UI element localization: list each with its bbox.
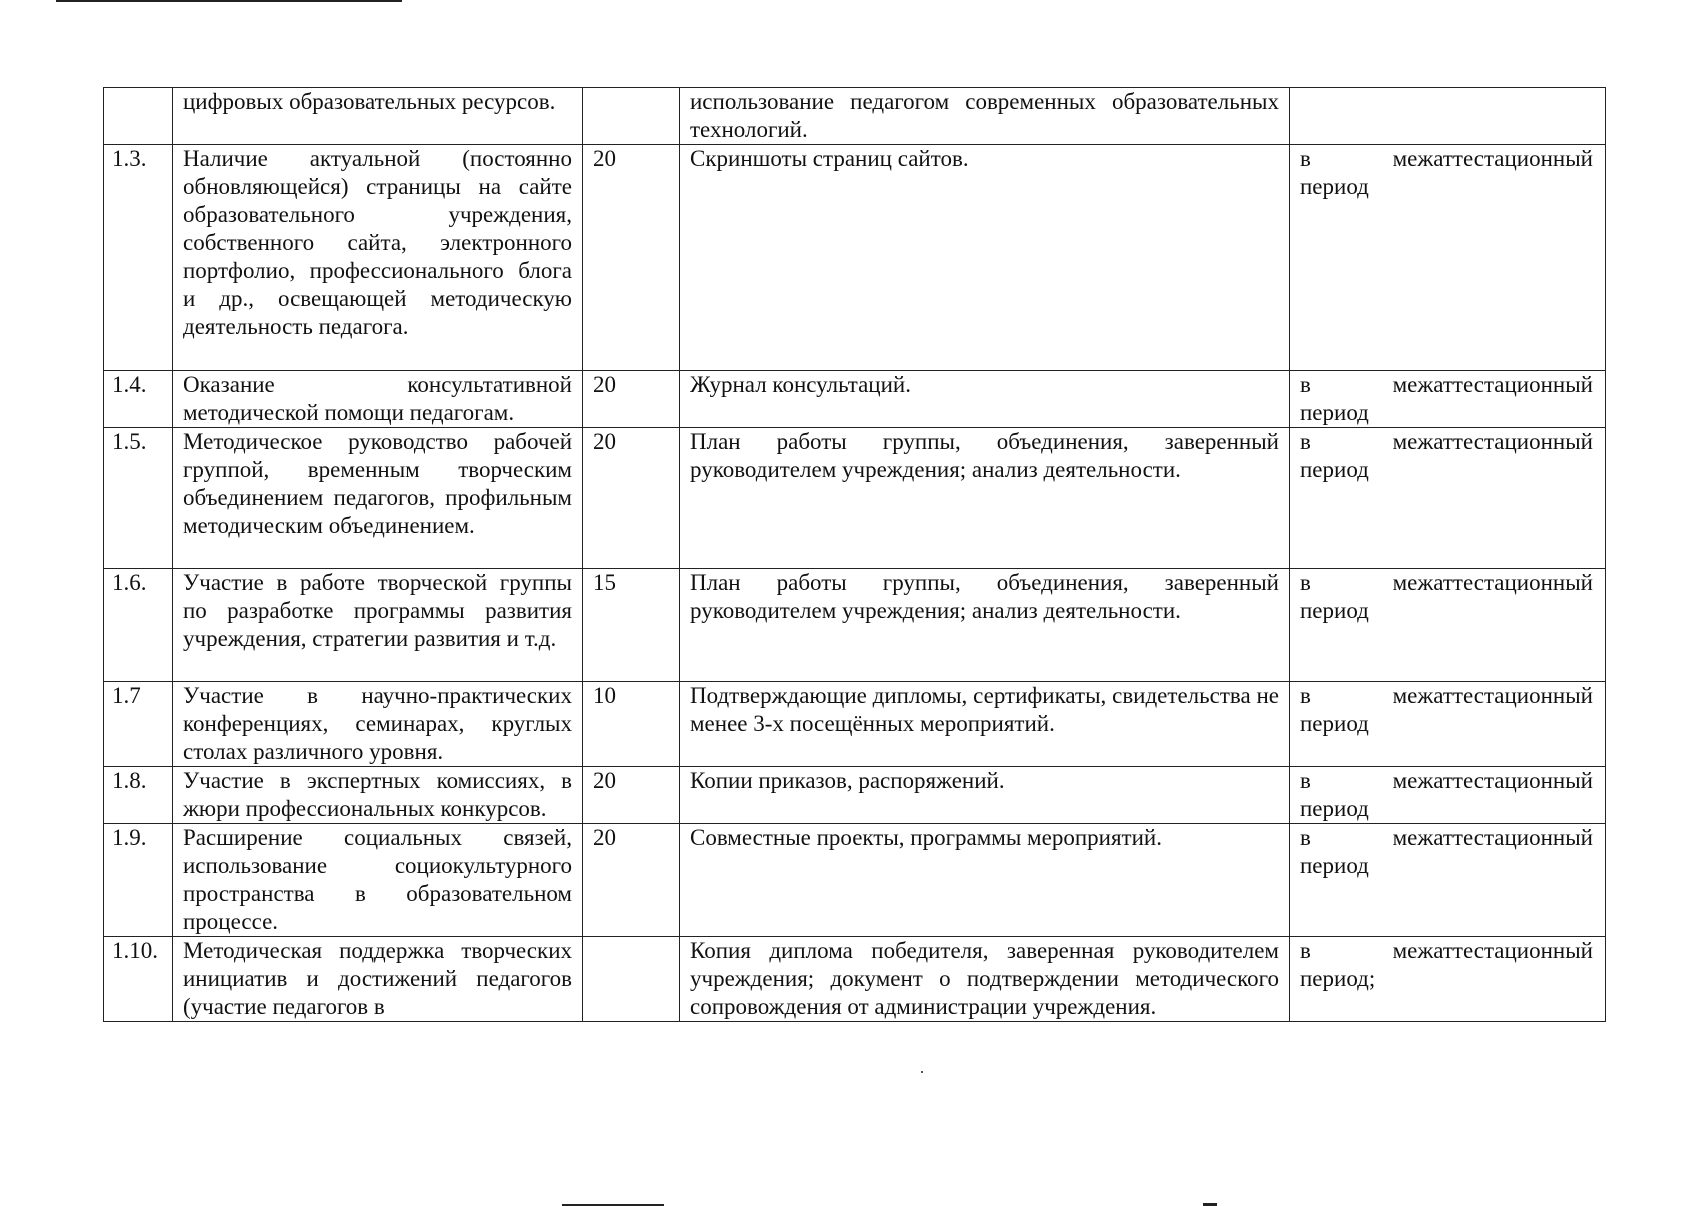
period-tail: период [1300, 711, 1369, 736]
period-word: межаттестационный [1392, 372, 1593, 397]
period-cell [1290, 371, 1606, 428]
criterion-cell: цифровых образовательных ресурсов. [173, 88, 583, 145]
evidence-cell: Скриншоты страниц сайтов. [680, 145, 1290, 371]
points-cell [583, 937, 680, 1022]
points-cell: 20 [583, 767, 680, 824]
evidence-cell: Подтверждающие дипломы, сертификаты, свидетельства не менее 3-х посещённых мероприятий. [680, 682, 1290, 767]
period-preposition: в [1300, 768, 1311, 793]
evidence-cell: Копия диплома победителя, заверенная руководителем учреждения; документ о подтверждении методического сопровождения от администрации учреждения. [680, 937, 1290, 1022]
period-tail: период [1300, 400, 1369, 425]
criterion-cell: Оказание консультативной методической помощи педагогам. [173, 371, 583, 428]
criteria-table-body [104, 88, 1606, 1022]
top-scan-line [56, 0, 402, 2]
table-row [104, 767, 1606, 824]
points-cell: 10 [583, 682, 680, 767]
row-number: 1.5. [104, 428, 173, 569]
period-word: межаттестационный [1392, 429, 1593, 454]
table-row [104, 371, 1606, 428]
row-number: 1.8. [104, 767, 173, 824]
points-cell: 20 [583, 145, 680, 371]
criterion-cell: Участие в работе творческой группы по разработке программы развития учреждения, стратегии развития и т.д. [173, 569, 583, 682]
period-tail: период [1300, 174, 1369, 199]
period-tail: период; [1300, 966, 1376, 991]
row-number: 1.3. [104, 145, 173, 371]
period-word: межаттестационный [1392, 146, 1593, 171]
period-preposition: в [1300, 372, 1311, 397]
criterion-cell: Методическое руководство рабочей группой, временным творческим объединением педагогов, профильным методическим объединением. [173, 428, 583, 569]
row-number: 1.9. [104, 824, 173, 937]
period-word: межаттестационный [1392, 570, 1593, 595]
period-tail: период [1300, 796, 1369, 821]
period-word: межаттестационный [1392, 768, 1593, 793]
period-preposition: в [1300, 825, 1311, 850]
row-number: 1.6. [104, 569, 173, 682]
points-cell: 20 [583, 428, 680, 569]
period-cell [1290, 682, 1606, 767]
table-row [104, 145, 1606, 371]
period-tail: период [1300, 598, 1369, 623]
period-cell [1290, 428, 1606, 569]
period-tail: период [1300, 853, 1369, 878]
evidence-cell: использование педагогом современных образовательных технологий. [680, 88, 1290, 145]
evidence-cell: План работы группы, объединения, заверенный руководителем учреждения; анализ деятельности. [680, 428, 1290, 569]
criterion-cell: Наличие актуальной (постоянно обновляющейся) страницы на сайте образовательного учреждения, собственного сайта, электронного портфолио, профессионального блога и др., освещающей методическую деятельность педагога. [173, 145, 583, 371]
period-word: межаттестационный [1392, 938, 1593, 963]
period-preposition: в [1300, 570, 1311, 595]
period-word: межаттестационный [1392, 683, 1593, 708]
evidence-cell: Совместные проекты, программы мероприятий. [680, 824, 1290, 937]
table-row [104, 88, 1606, 145]
table-row [104, 428, 1606, 569]
criterion-cell: Участие в экспертных комиссиях, в жюри профессиональных конкурсов. [173, 767, 583, 824]
period-preposition: в [1300, 146, 1311, 171]
period-cell [1290, 767, 1606, 824]
period-cell [1290, 145, 1606, 371]
scan-speck [921, 1071, 923, 1073]
table-row [104, 937, 1606, 1022]
period-preposition: в [1300, 683, 1311, 708]
row-number: 1.4. [104, 371, 173, 428]
criteria-table [103, 87, 1606, 1022]
period-tail: период [1300, 457, 1369, 482]
period-preposition: в [1300, 429, 1311, 454]
period-cell [1290, 824, 1606, 937]
criterion-cell: Методическая поддержка творческих инициатив и достижений педагогов (участие педагогов в [173, 937, 583, 1022]
table-row [104, 824, 1606, 937]
criterion-cell: Расширение социальных связей, использование социокультурного пространства в образовательном процессе. [173, 824, 583, 937]
period-preposition: в [1300, 938, 1311, 963]
period-cell [1290, 88, 1606, 145]
row-number: 1.10. [104, 937, 173, 1022]
row-number [104, 88, 173, 145]
points-cell: 15 [583, 569, 680, 682]
evidence-cell: Журнал консультаций. [680, 371, 1290, 428]
row-number: 1.7 [104, 682, 173, 767]
evidence-cell: Копии приказов, распоряжений. [680, 767, 1290, 824]
points-cell [583, 88, 680, 145]
period-cell [1290, 569, 1606, 682]
evidence-cell: План работы группы, объединения, заверенный руководителем учреждения; анализ деятельности. [680, 569, 1290, 682]
table-row [104, 682, 1606, 767]
criterion-cell: Участие в научно-практических конференциях, семинарах, круглых столах различного уровня. [173, 682, 583, 767]
table-row [104, 569, 1606, 682]
points-cell: 20 [583, 824, 680, 937]
points-cell: 20 [583, 371, 680, 428]
period-word: межаттестационный [1392, 825, 1593, 850]
period-cell [1290, 937, 1606, 1022]
